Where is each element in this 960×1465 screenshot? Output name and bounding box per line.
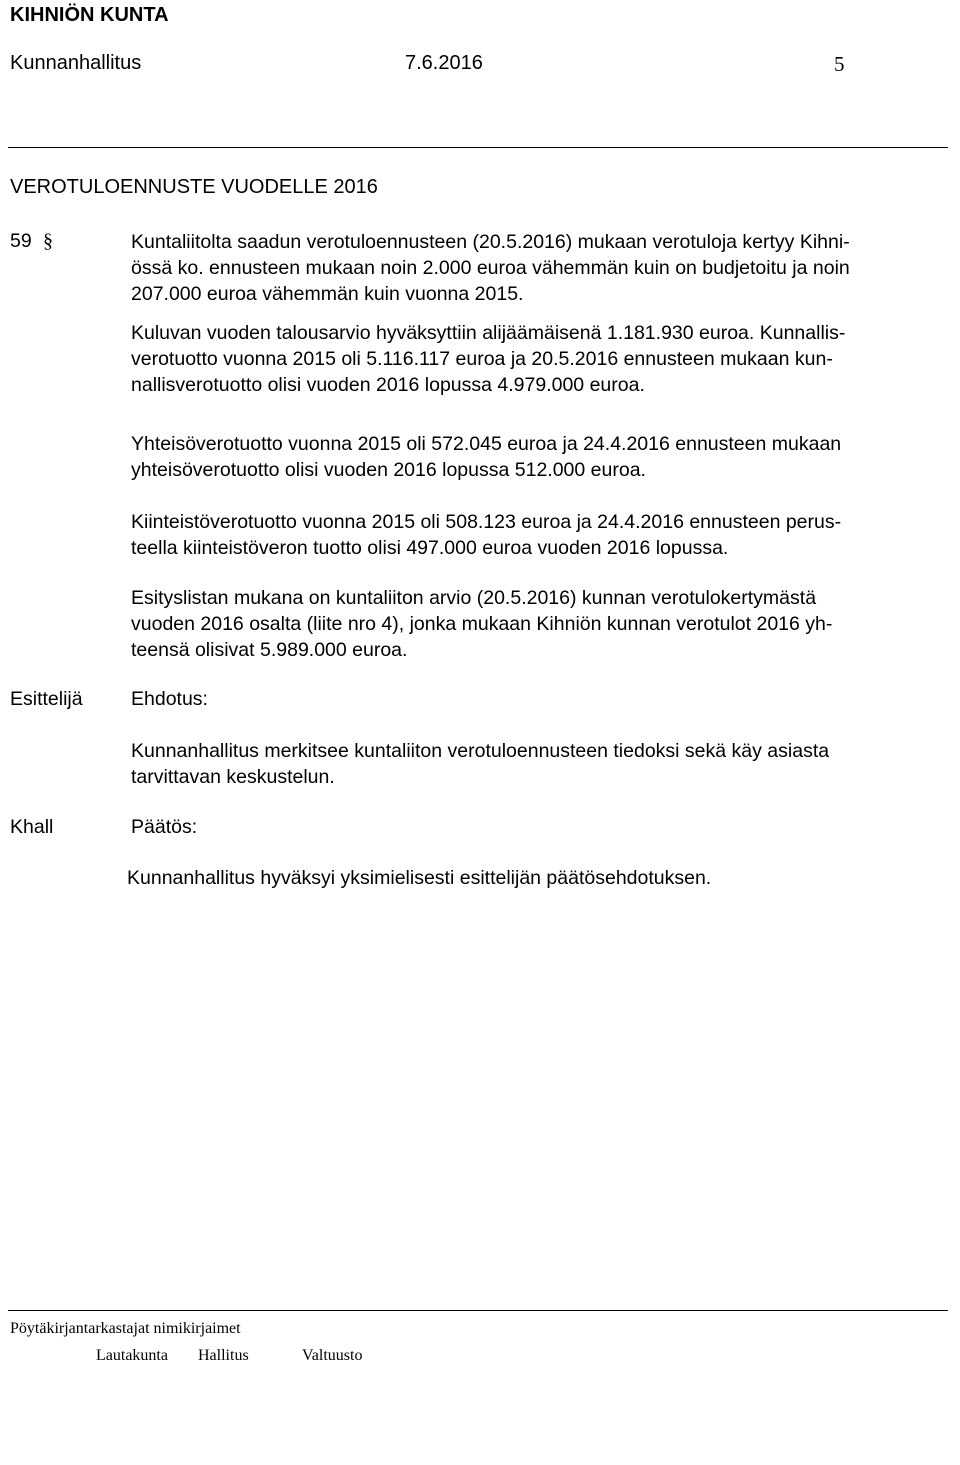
- organization-name: KIHNIÖN KUNTA: [10, 4, 169, 26]
- text-line: Kunnanhallitus merkitsee kuntaliiton verotuloennusteen tiedoksi sekä käy asiasta: [131, 740, 830, 762]
- decision-text: Kunnanhallitus hyväksyi yksimielisesti esittelijän päätösehdotuksen.: [127, 867, 712, 889]
- text-line: verotuotto vuonna 2015 oli 5.116.117 euroa ja 20.5.2016 ennusteen mukaan kun-: [131, 348, 833, 370]
- text-line: Esityslistan mukana on kuntaliiton arvio (20.5.2016) kunnan verotulokertymästä: [131, 587, 817, 609]
- text-line: teensä olisivat 5.989.000 euroa.: [131, 639, 408, 661]
- paragraph-symbol: §: [43, 230, 53, 252]
- proposal-text: [131, 738, 829, 790]
- footer-divider: [8, 1310, 948, 1311]
- meeting-body: Kunnanhallitus: [10, 52, 142, 74]
- section-title: VEROTULOENNUSTE VUODELLE 2016: [10, 176, 378, 198]
- paragraph-forecast-summary: [131, 229, 850, 307]
- decision-body-label: Khall: [10, 816, 54, 838]
- paragraph-attachment-note: [131, 585, 832, 663]
- paragraph-municipal-tax: [131, 320, 845, 398]
- footer-column-hallitus: Hallitus: [198, 1347, 249, 1364]
- text-line: össä ko. ennusteen mukaan noin 2.000 euroa vähemmän kuin on budjetoitu ja noin: [131, 257, 850, 279]
- text-line: vuoden 2016 osalta (liite nro 4), jonka mukaan Kihniön kunnan verotulot 2016 yh-: [131, 613, 833, 635]
- decision-heading: Päätös:: [131, 816, 198, 838]
- item-number: 59: [10, 230, 32, 252]
- text-line: 207.000 euroa vähemmän kuin vuonna 2015.: [131, 283, 524, 305]
- presenter-label: Esittelijä: [10, 688, 83, 710]
- text-line: Kuntaliitolta saadun verotuloennusteen (20.5.2016) mukaan verotuloja kertyy Kihni-: [131, 231, 850, 253]
- text-line: Kuluvan vuoden talousarvio hyväksyttiin alijäämäisenä 1.181.930 euroa. Kunnallis-: [131, 322, 846, 344]
- signatures-label: Pöytäkirjantarkastajat nimikirjaimet: [10, 1320, 241, 1337]
- text-line: tarvittavan keskustelun.: [131, 766, 335, 788]
- footer-column-lautakunta: Lautakunta: [96, 1347, 168, 1364]
- paragraph-property-tax: [131, 509, 841, 561]
- text-line: Kiinteistöverotuotto vuonna 2015 oli 508.123 euroa ja 24.4.2016 ennusteen perus-: [131, 511, 842, 533]
- text-line: yhteisöverotuotto olisi vuoden 2016 lopussa 512.000 euroa.: [131, 459, 646, 481]
- text-line: teella kiinteistöveron tuotto olisi 497.000 euroa vuoden 2016 lopussa.: [131, 537, 729, 559]
- text-line: nallisverotuotto olisi vuoden 2016 lopussa 4.979.000 euroa.: [131, 374, 645, 396]
- meeting-date: 7.6.2016: [405, 52, 483, 74]
- page-number: 5: [834, 52, 845, 76]
- proposal-heading: Ehdotus:: [131, 688, 208, 710]
- text-line: Yhteisöverotuotto vuonna 2015 oli 572.045 euroa ja 24.4.2016 ennusteen mukaan: [131, 433, 842, 455]
- footer-column-valtuusto: Valtuusto: [302, 1347, 363, 1364]
- header-divider: [8, 147, 948, 148]
- paragraph-corporate-tax: [131, 431, 841, 483]
